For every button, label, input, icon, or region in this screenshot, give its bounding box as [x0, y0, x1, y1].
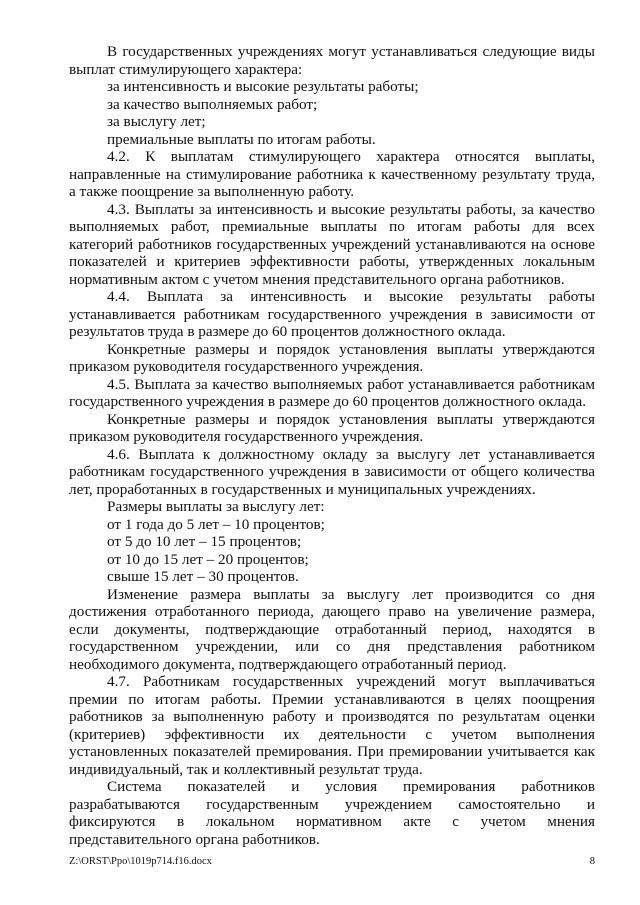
paragraph-4-4: 4.4. Выплата за интенсивность и высокие результаты работы устанавливается работникам государственного учреждения в зависимости от результатов труда в размере до 60 процентов должностного оклада.	[69, 288, 595, 340]
list-item: премиальные выплаты по итогам работы.	[107, 130, 376, 148]
document-body	[69, 43, 595, 848]
paragraph: Система показателей и условия премирования работников разрабатываются государственным учреждением самостоятельно и фиксируются в локальном нормативном акте с учетом мнения представительного органа работников.	[69, 778, 595, 848]
paragraph-4-5: 4.5. Выплата за качество выполняемых работ устанавливается работникам государственного учреждения в размере до 60 процентов должностного оклада.	[69, 375, 595, 410]
paragraph: Конкретные размеры и порядок установления выплаты утверждаются приказом руководителя государственного учреждения.	[69, 340, 595, 375]
paragraph-4-6: 4.6. Выплата к должностному окладу за выслугу лет устанавливается работникам государственного учреждения в зависимости от общего количества лет, проработанных в государственных и муниципальных учреждениях.	[69, 445, 595, 498]
paragraph-intro: В государственных учреждениях могут устанавливаться следующие виды выплат стимулирующего характера:	[69, 43, 595, 78]
file-path: Z:\ORST\Ppo\1019p714.f16.docx	[69, 856, 212, 867]
list-item: от 5 до 10 лет – 15 процентов;	[107, 533, 302, 550]
list-item: от 1 года до 5 лет – 10 процентов;	[107, 515, 325, 533]
list-item: за выслугу лет;	[107, 113, 206, 130]
paragraph-4-2: 4.2. К выплатам стимулирующего характера относятся выплаты, направленные на стимулирование работника к качественному результату труда, а также поощрение за выполненную работу.	[69, 148, 595, 200]
page-number: 8	[589, 856, 595, 867]
list-item: за качество выполняемых работ;	[107, 95, 318, 113]
list-item: от 10 до 15 лет – 20 процентов;	[107, 550, 309, 568]
paragraph-4-7: 4.7. Работникам государственных учреждений могут выплачиваться премии по итогам работы. Премии устанавливаются в целях поощрения работников за выполненную работу и производятся по результатам оценки (критериев) эффективности их деятельности с учетом выполнения установленных показателей премирования. При премировании учитывается как индивидуальный, так и коллективный результат труда.	[69, 673, 595, 778]
list-item: свыше 15 лет – 30 процентов.	[107, 568, 299, 585]
list-item: Размеры выплаты за выслугу лет:	[107, 498, 325, 515]
list-item: за интенсивность и высокие результаты работы;	[107, 78, 419, 95]
paragraph: Конкретные размеры и порядок установления выплаты утверждаются приказом руководителя государственного учреждения.	[69, 410, 595, 445]
paragraph: Изменение размера выплаты за выслугу лет производится со дня достижения отработанного периода, дающего право на увеличение размера, если документы, подтверждающие отработанный период, находятся в государственном учреждении, или со дня представления работником необходимого документа, подтверждающего отработанный период.	[69, 585, 595, 673]
paragraph-4-3: 4.3. Выплаты за интенсивность и высокие результаты работы, за качество выполняемых работ, премиальные выплаты по итогам работы для всех категорий работников государственных учреждений устанавливаются на основе показателей и критериев эффективности работы, утвержденных локальным нормативным актом с учетом мнения представительного органа работников.	[69, 200, 595, 288]
page-footer	[69, 856, 595, 868]
